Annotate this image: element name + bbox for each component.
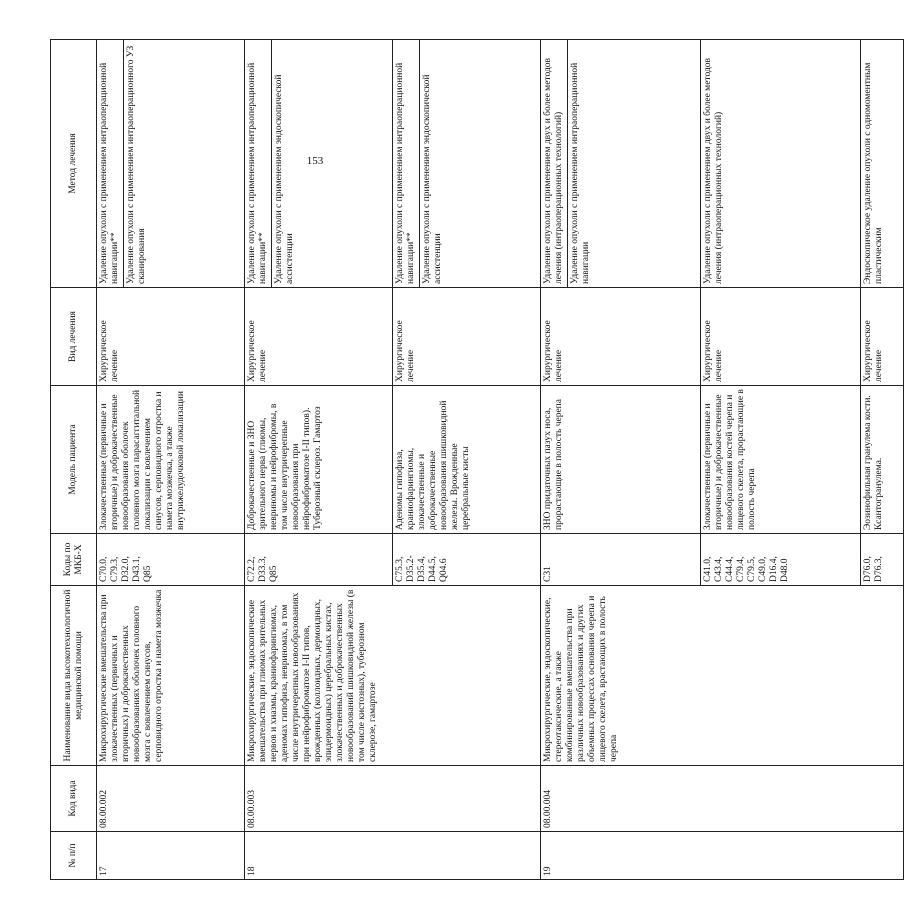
table-row	[541, 40, 701, 880]
row-icd: C70.0, C79.3, D32.0, D43.1, Q85	[97, 534, 245, 586]
header-type: Вид лечения	[51, 288, 97, 386]
row-name: Микрохирургические, эндоскопические, стереотаксические, а также комбинированные вмешательства при различных новообразованиях и других объемных процессах основания черепа и лицевого скелета, врастающих в полость черепа	[541, 586, 904, 766]
method-item: Удаление опухоли с применением интраоперационного УЗ сканирования	[123, 40, 150, 287]
row-icd: C72.2, D33.3, Q85	[245, 534, 393, 586]
row-code: 08.00.002	[97, 766, 245, 832]
table-row	[245, 40, 393, 880]
row-model: Аденомы гипофиза, краниофарингиомы, злокачественные и доброкачественные новообразования шишковидной железы. Врожденные церебральные кисты	[393, 386, 541, 534]
row-type: Хирургическое лечение	[245, 288, 393, 386]
row-code: 08.00.004	[541, 766, 904, 832]
row-model: Злокачественные (первичные и вторичные) и доброкачественные новообразования оболочек головного мозга парасаггитальной локализации с вовлечением синусов, серповидного отростка и намета мозжечка, а также внутрижелудочковой локализации	[97, 386, 245, 534]
method-item: Удаление опухоли с применением интраоперационной навигации**	[247, 62, 268, 284]
row-type: Хирургическое лечение	[97, 288, 245, 386]
row-type: Хирургическое лечение	[393, 288, 541, 386]
row-name: Микрохирургические, эндоскопические вмешательства при глиомах зрительных нервов и хиазмы, краниофарингиомах, аденомах гипофиза, невриномах, в том числе внутричерепных новообразованиях при нейрофиброматозе I-II типов, врожденных (коллоидных, дермоидных, эпидермоидных) церебральных кистах, злокачественных и доброкачественных новообразований шишковидной железы (в том числе кистозных), туберозном склерозе, гамартозе	[245, 586, 541, 766]
header-model: Модель пациента	[51, 386, 97, 534]
row-icd: C41.0, C43.4, C44.4, C79.4, C79.5, C49.0, D16.4, D48.0	[701, 534, 861, 586]
page-number: 153	[306, 155, 324, 167]
row-model: Эозинофильная гранулема кости. Ксантогранулема.	[861, 386, 904, 534]
table-header-row	[51, 40, 97, 880]
row-methods	[861, 40, 904, 288]
method-item: Удаление опухоли с применением интраоперационной навигации	[567, 40, 594, 287]
header-icd: Коды по МКБ-X	[51, 534, 97, 586]
row-model: ЗНО придаточных пазух носа, прорастающие в полость черепа	[541, 386, 701, 534]
method-item: Удаление опухоли с применением интраоперационной навигации**	[99, 62, 120, 284]
method-item: Удаление опухоли с применением эндоскопической ассистенции	[419, 40, 446, 287]
table-row	[97, 40, 245, 880]
row-icd: D76.0, D76.3,	[861, 534, 904, 586]
row-methods	[541, 40, 701, 288]
row-name: Микрохирургические вмешательства при злокачественных (первичных и вторичных) и доброкачественных новообразованиях оболочек головного мозга с вовлечением синусов, серповидного отростка и намета мозжечка	[97, 586, 245, 766]
method-item: Удаление опухоли с применением двух и более методов лечения (интраоперационных технологий)	[543, 58, 564, 284]
row-methods	[701, 40, 861, 288]
row-type: Хирургическое лечение	[701, 288, 861, 386]
method-item: Удаление опухоли с применением интраоперационной навигации**	[395, 62, 416, 284]
method-item: Эндоскопическое удаление опухоли с одномоментным пластическим	[863, 62, 884, 284]
header-num: № п/п	[51, 832, 97, 880]
header-name: Наименование вида высокотехнологичной медицинской помощи	[51, 586, 97, 766]
row-methods	[97, 40, 245, 288]
row-type: Хирургическое лечение	[541, 288, 701, 386]
row-methods	[393, 40, 541, 288]
hmp-table	[50, 39, 904, 880]
method-item: Удаление опухоли с применением эндоскопической ассистенции	[271, 40, 298, 287]
document-table-rotated	[50, 40, 884, 880]
row-num: 18	[245, 832, 541, 880]
row-icd: C31	[541, 534, 701, 586]
row-num: 17	[97, 832, 245, 880]
row-methods	[245, 40, 393, 288]
row-icd: C75.3, D35.2- D35.4, D44.5, Q04.6	[393, 534, 541, 586]
row-type: Хирургическое лечение	[861, 288, 904, 386]
row-model: Доброкачественные и ЗНО зрительного нерва (глиомы, невриномы и нейрофибромы, в том числе внутричерепные новообразования при нейрофиброматозе I-II типов). Туберозный склероз. Гамартоз	[245, 386, 393, 534]
row-code: 08.00.003	[245, 766, 541, 832]
header-code: Код вида	[51, 766, 97, 832]
row-num: 19	[541, 832, 904, 880]
method-item: Удаление опухоли с применением двух и более методов лечения (интраоперационных технологий)	[703, 58, 724, 284]
row-model: Злокачественные (первичные и вторичные) и доброкачественные новообразования костей черепа и лицевого скелета, прорастающие в полость черепа	[701, 386, 861, 534]
header-method: Метод лечения	[51, 40, 97, 288]
